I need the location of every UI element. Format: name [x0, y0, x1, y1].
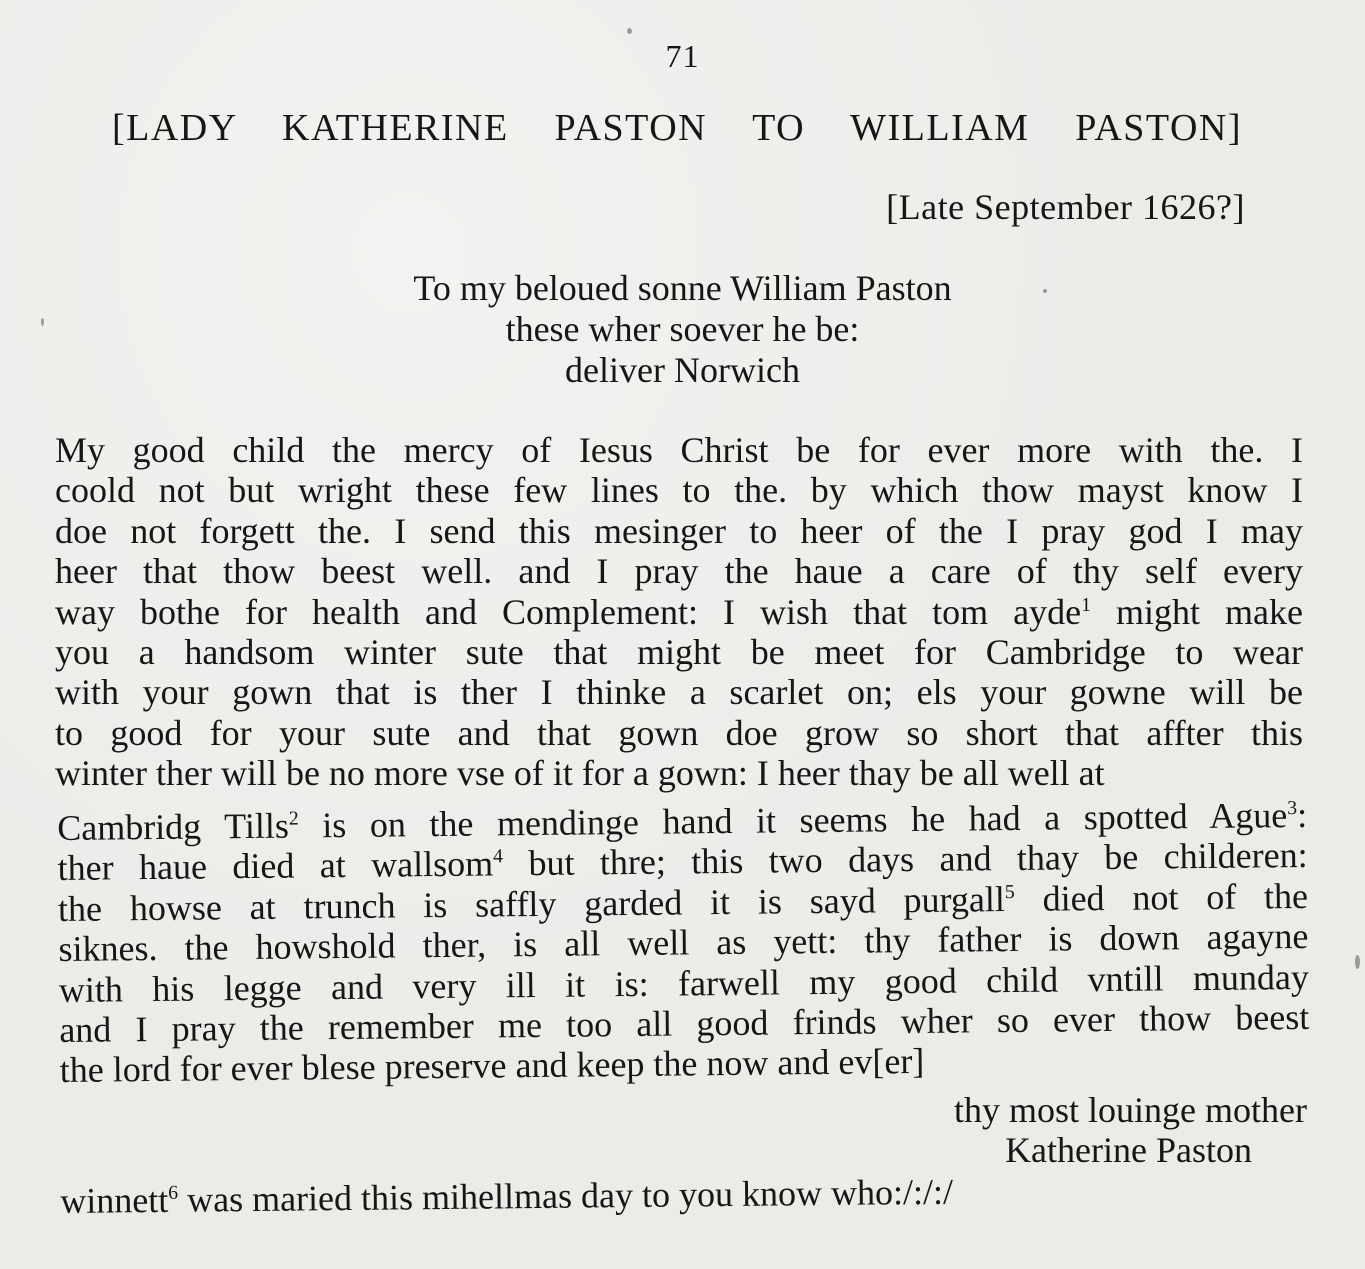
footnote-marker: 2	[288, 807, 299, 830]
page-number: 71	[665, 38, 700, 74]
text-line: you a handsom winter sute that might be meet for Cambridge to wear	[55, 631, 1303, 672]
text-segment: was maried this mihellmas day to you know who:/:/:/	[186, 1171, 954, 1220]
signature-name: Katherine Paston	[1005, 1130, 1252, 1170]
text-line: the lord for ever blese preserve and keep the now and ev[er]	[59, 1041, 925, 1091]
text-segment: ther haue died at wallsom	[57, 843, 494, 889]
letter-date: [Late September 1626?]	[886, 187, 1245, 227]
letter-postscript	[60, 1171, 953, 1222]
paper-speck	[1043, 289, 1047, 293]
text-line: with your gown that is ther I thinke a scarlet on; els your gowne will be	[55, 672, 1303, 713]
text-segment: the howse at trunch is saffly garded it is sayd purgall	[57, 878, 1006, 929]
text-segment: died not of the	[1042, 875, 1309, 919]
text-segment: way bothe for health and Complement: I wish that tom ayde	[55, 591, 1082, 632]
text-segment: but thre; this two days and thay be childeren:	[528, 835, 1308, 884]
footnote-marker: 3	[1287, 797, 1298, 820]
letter-address	[0, 268, 1365, 391]
text-line: winter ther will be no more vse of it for a gown: I heer thay be all well at	[55, 753, 1105, 794]
letter-heading: [LADY KATHERINE PASTON TO WILLIAM PASTON]	[112, 107, 1242, 149]
text-line: and I pray the remember me too all good frinds wher so ever thow beest	[59, 996, 1310, 1050]
text-line: doe not forgett the. I send this mesinger to heer of the I pray god I may	[55, 510, 1303, 551]
address-line: these wher soever he be:	[505, 309, 860, 349]
text-segment: Cambridg Tills	[57, 805, 290, 848]
footnote-marker: 6	[168, 1181, 179, 1204]
text-segment: is on the mendinge hand it seems he had a spotted Ague	[322, 795, 1288, 846]
text-line: to good for your sute and that gown doe grow so short that affter this	[55, 712, 1303, 753]
signature-closing: thy most louinge mother	[954, 1090, 1307, 1130]
paper-speck	[627, 28, 632, 34]
letter-paragraph-1	[55, 430, 1303, 794]
letter-signature	[954, 1090, 1307, 1170]
text-line: heer that thow beest well. and I pray the haue a care of thy self every	[55, 551, 1303, 592]
text-segment: :	[1296, 794, 1308, 836]
footnote-marker: 1	[1081, 593, 1091, 616]
text-line: coold not but wright these few lines to the. by which thow mayst know I	[55, 470, 1303, 511]
text-line: siknes. the howshold ther, is all well as yett: thy father is down agayne	[58, 916, 1309, 970]
footnote-marker: 4	[492, 845, 504, 868]
address-line: To my beloued sonne William Paston	[413, 268, 952, 308]
footnote-marker: 5	[1004, 880, 1015, 903]
letter-paragraph-2	[57, 795, 1310, 1091]
text-line	[55, 592, 1303, 632]
text-segment: might make	[1116, 591, 1304, 632]
text-line: My good child the mercy of Iesus Christ be for ever more with the. I	[55, 430, 1303, 470]
paper-speck	[1355, 955, 1360, 969]
address-line: deliver Norwich	[565, 350, 800, 390]
paper-speck	[41, 318, 44, 326]
text-segment: winnett	[60, 1179, 169, 1221]
text-line: with his legge and very ill it is: farwell my good child vntill munday	[58, 956, 1310, 1010]
